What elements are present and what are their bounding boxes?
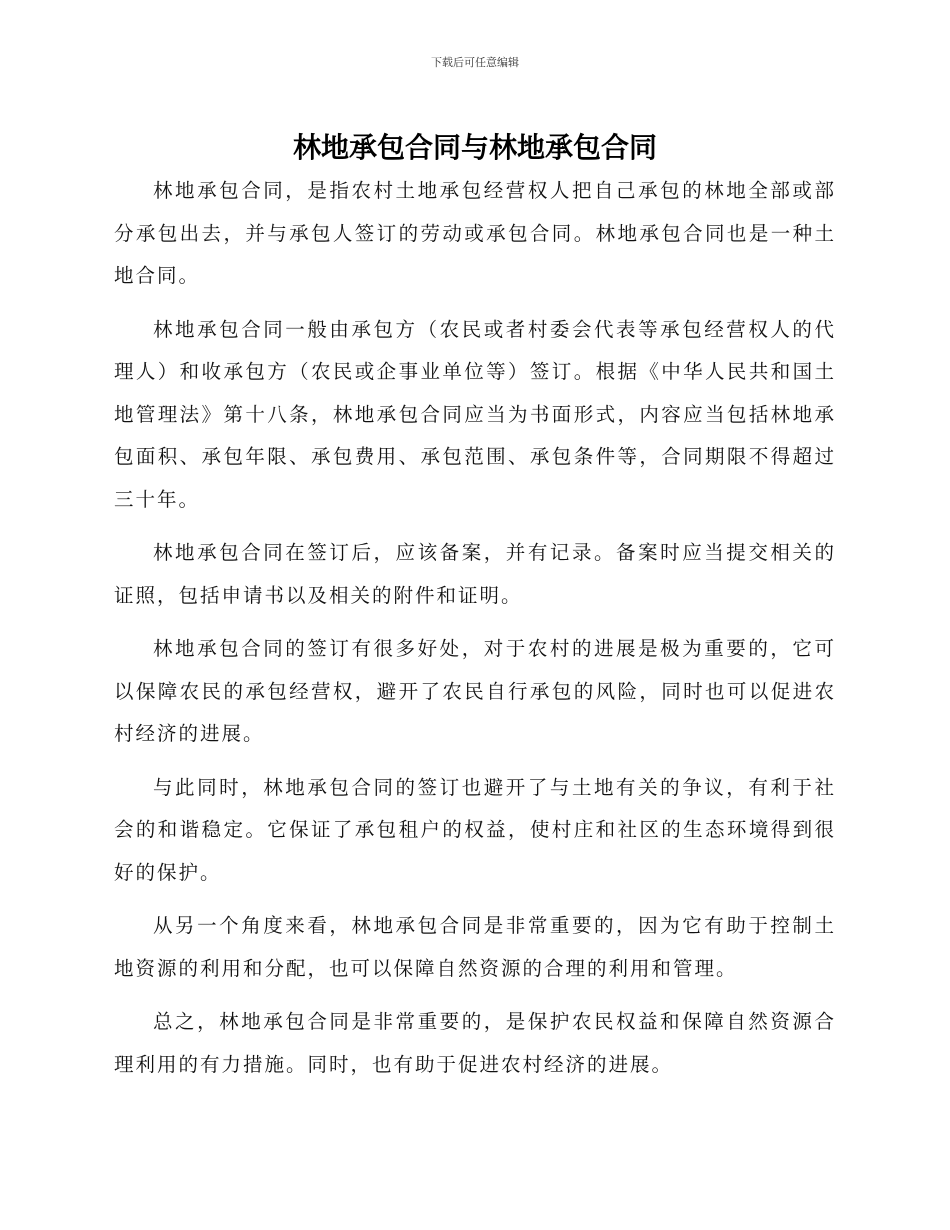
document-body — [114, 170, 836, 1097]
paragraph-3: 林地承包合同在签订后，应该备案，并有记录。备案时应当提交相关的证照，包括申请书以及相关的附件和证明。 — [114, 541, 836, 607]
paragraph-7: 总之，林地承包合同是非常重要的，是保护农民权益和保障自然资源合理利用的有力措施。同时，也有助于促进农村经济的进展。 — [114, 1010, 836, 1076]
paragraph-6: 从另一个角度来看，林地承包合同是非常重要的，因为它有助于控制土地资源的利用和分配，也可以保障自然资源的合理的利用和管理。 — [114, 914, 836, 980]
paragraph-2: 林地承包合同一般由承包方（农民或者村委会代表等承包经营权人的代理人）和收承包方（农民或企事业单位等）签订。根据《中华人民共和国土地管理法》第十八条，林地承包合同应当为书面形式，内容应当包括林地承包面积、承包年限、承包费用、承包范围、承包条件等，合同期限不得超过三十年。 — [114, 317, 836, 511]
paragraph-4: 林地承包合同的签订有很多好处，对于农村的进展是极为重要的，它可以保障农民的承包经营权，避开了农民自行承包的风险，同时也可以促进农村经济的进展。 — [114, 637, 836, 745]
header-note: 下载后可任意编辑 — [431, 56, 519, 69]
paragraph-5: 与此同时，林地承包合同的签订也避开了与土地有关的争议，有利于社会的和谐稳定。它保证了承包租户的权益，使村庄和社区的生态环境得到很好的保护。 — [114, 775, 836, 884]
document-title: 林地承包合同与林地承包合同 — [292, 131, 657, 164]
paragraph-1: 林地承包合同，是指农村土地承包经营权人把自己承包的林地全部或部分承包出去，并与承包人签订的劳动或承包合同。林地承包合同也是一种土地合同。 — [114, 179, 836, 287]
